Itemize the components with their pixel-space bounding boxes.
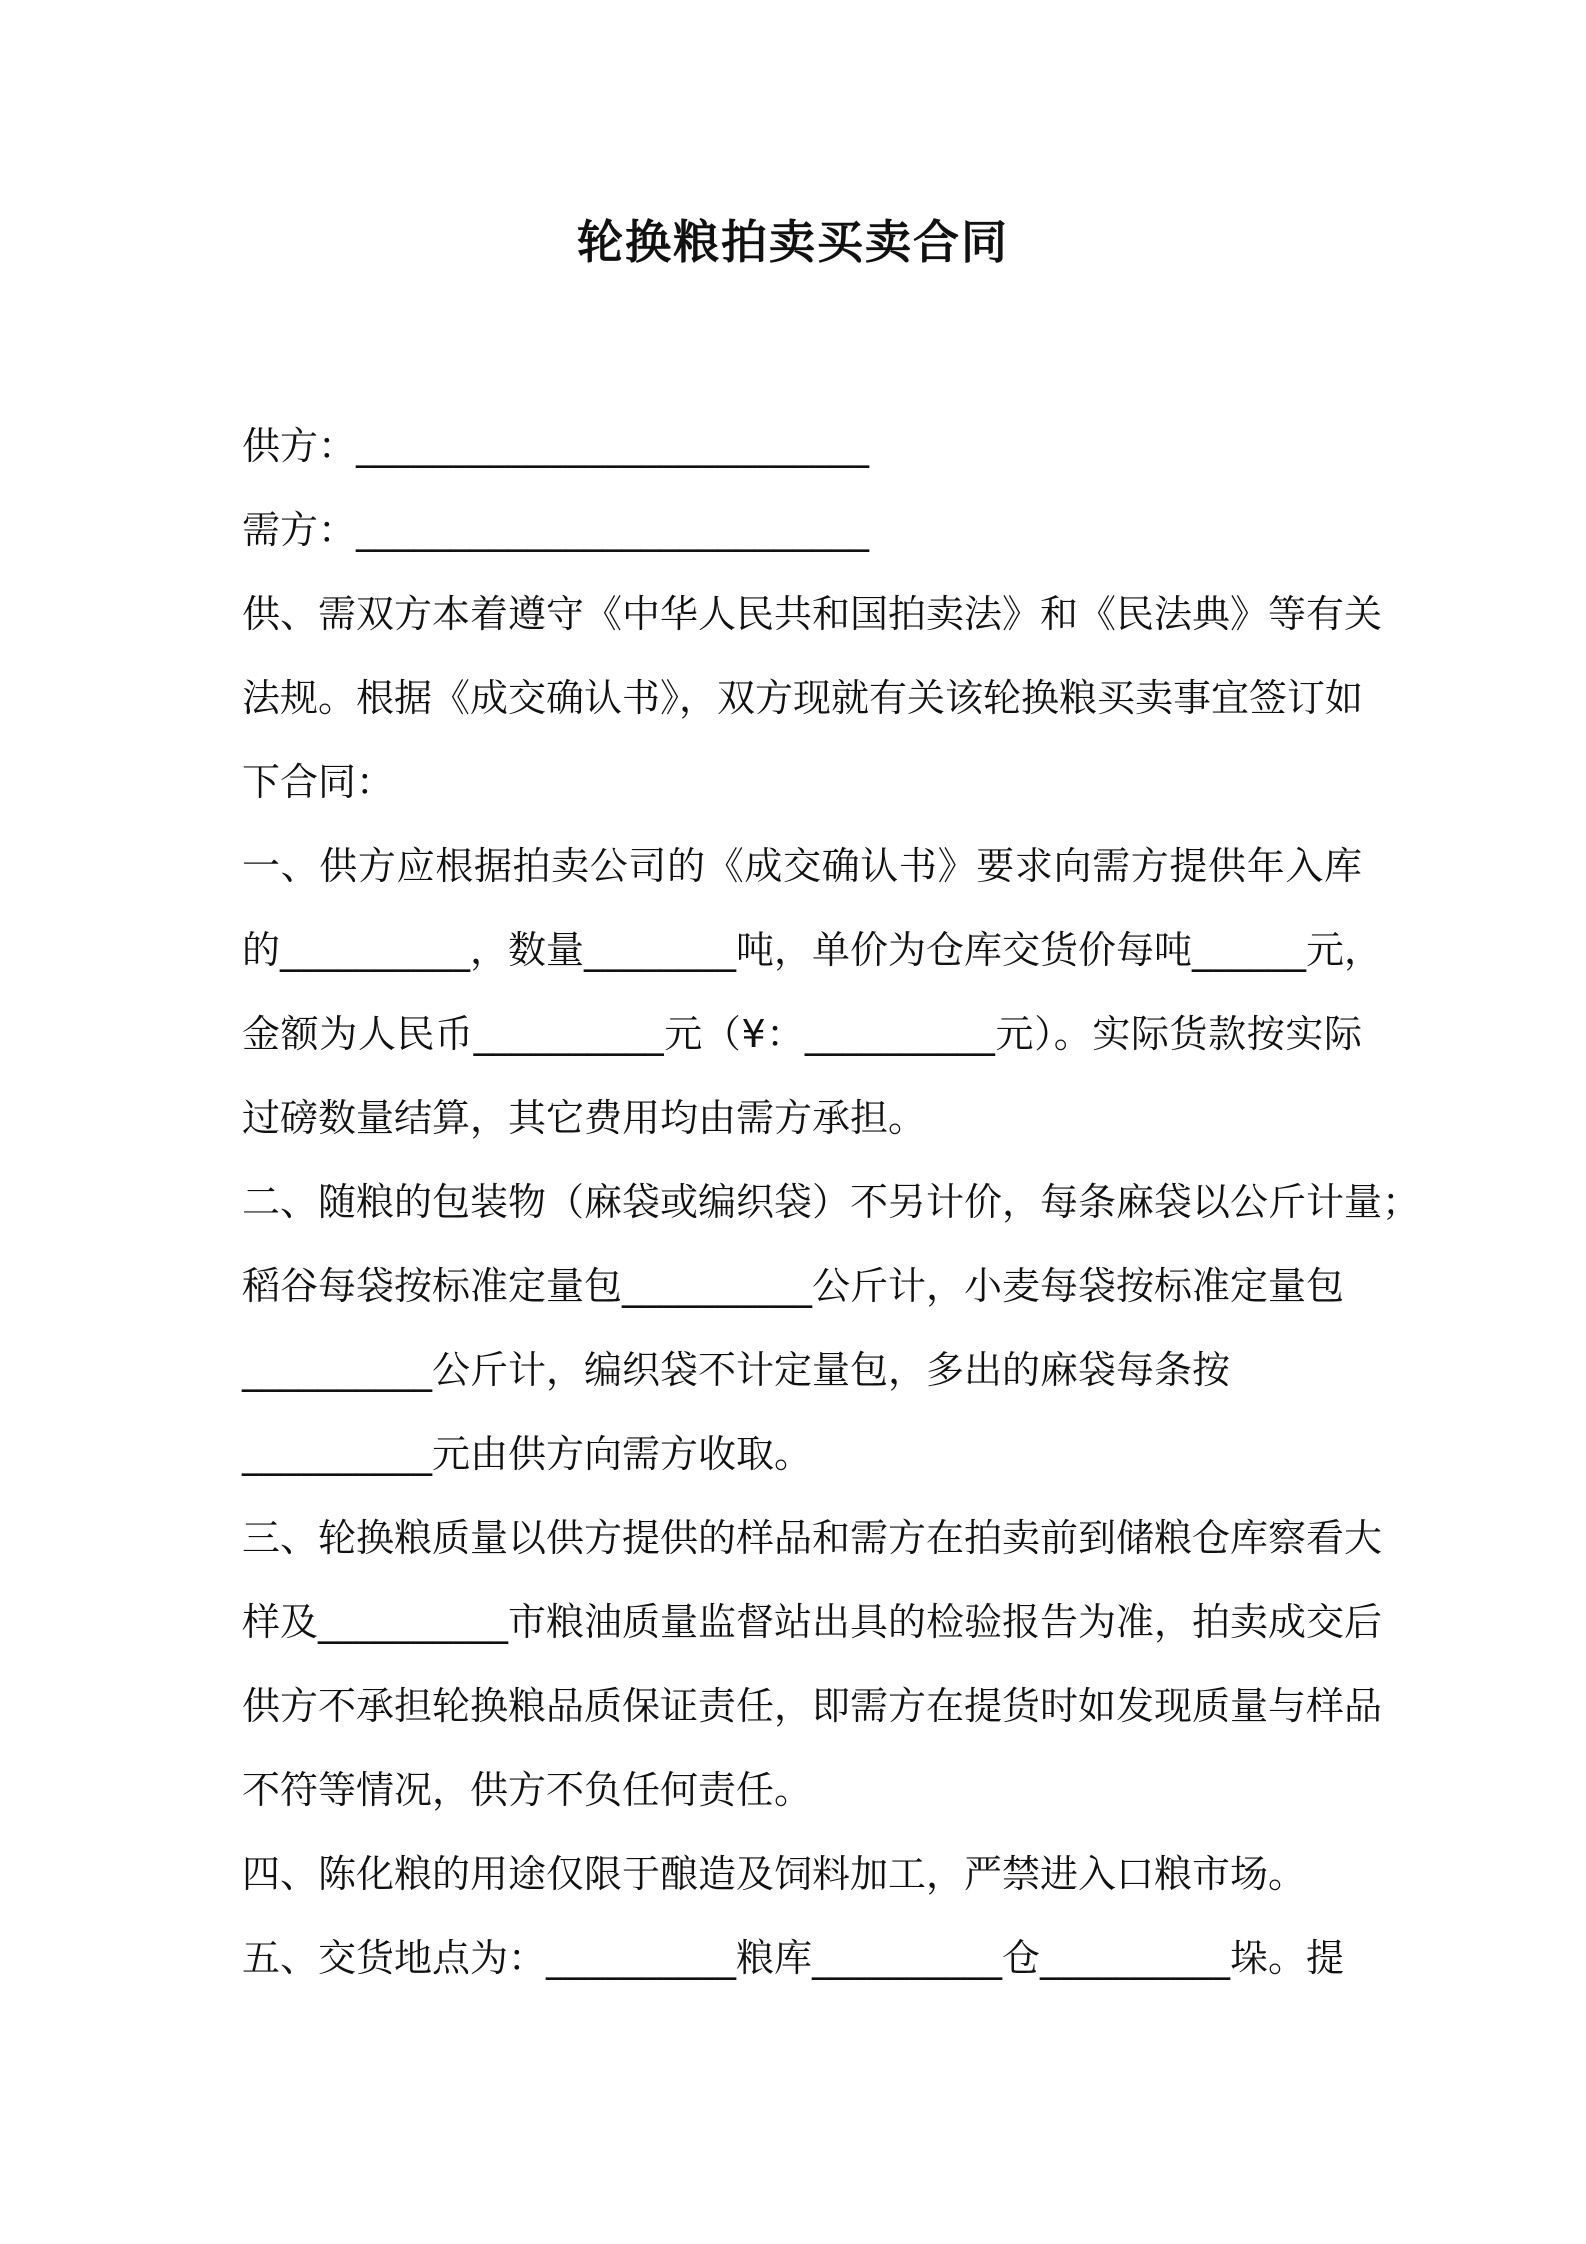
preamble-line-1: 供、需双方本着遵守《中华人民共和国拍卖法》和《民法典》等有关 <box>242 592 1383 636</box>
clause-2-line-2: 稻谷每袋按标准定量包__________公斤计，小麦每袋按标准定量包 <box>242 1264 1345 1308</box>
clause-2-line-1: 二、随粮的包装物（麻袋或编织袋）不另计价，每条麻袋以公斤计量； <box>242 1180 1421 1224</box>
buyer-line: 需方：___________________________ <box>242 508 870 552</box>
clause-1-line-2: 的__________，数量________吨，单价为仓库交货价每吨______元， <box>242 928 1383 972</box>
clause-2-line-3: __________公斤计，编织袋不计定量包，多出的麻袋每条按 <box>242 1348 1231 1392</box>
clause-1-line-4: 过磅数量结算，其它费用均由需方承担。 <box>242 1096 927 1140</box>
document-body <box>242 404 1421 2000</box>
clause-1-line-3: 金额为人民币__________元（¥：__________元）。实际货款按实际 <box>242 1012 1362 1056</box>
preamble-line-3: 下合同： <box>242 760 395 804</box>
clause-3-line-1: 三、轮换粮质量以供方提供的样品和需方在拍卖前到储粮仓库察看大 <box>242 1516 1383 1560</box>
supplier-line: 供方：___________________________ <box>242 424 870 468</box>
clause-5-line-1: 五、交货地点为：__________粮库__________仓__________垛。提 <box>242 1936 1345 1980</box>
clause-1-line-1: 一、供方应根据拍卖公司的《成交确认书》要求向需方提供年入库 <box>242 844 1362 888</box>
clause-3-line-3: 供方不承担轮换粮品质保证责任，即需方在提货时如发现质量与样品 <box>242 1684 1383 1728</box>
document-title: 轮换粮拍卖买卖合同 <box>577 215 1009 269</box>
clause-2-line-4: __________元由供方向需方收取。 <box>242 1432 813 1476</box>
clause-3-line-4: 不符等情况，供方不负任何责任。 <box>242 1768 813 1812</box>
clause-3-line-2: 样及__________市粮油质量监督站出具的检验报告为准，拍卖成交后 <box>242 1600 1383 1644</box>
clause-4-line-1: 四、陈化粮的用途仅限于酿造及饲料加工，严禁进入口粮市场。 <box>242 1852 1307 1896</box>
preamble-line-2: 法规。根据《成交确认书》，双方现就有关该轮换粮买卖事宜签订如 <box>242 676 1364 720</box>
